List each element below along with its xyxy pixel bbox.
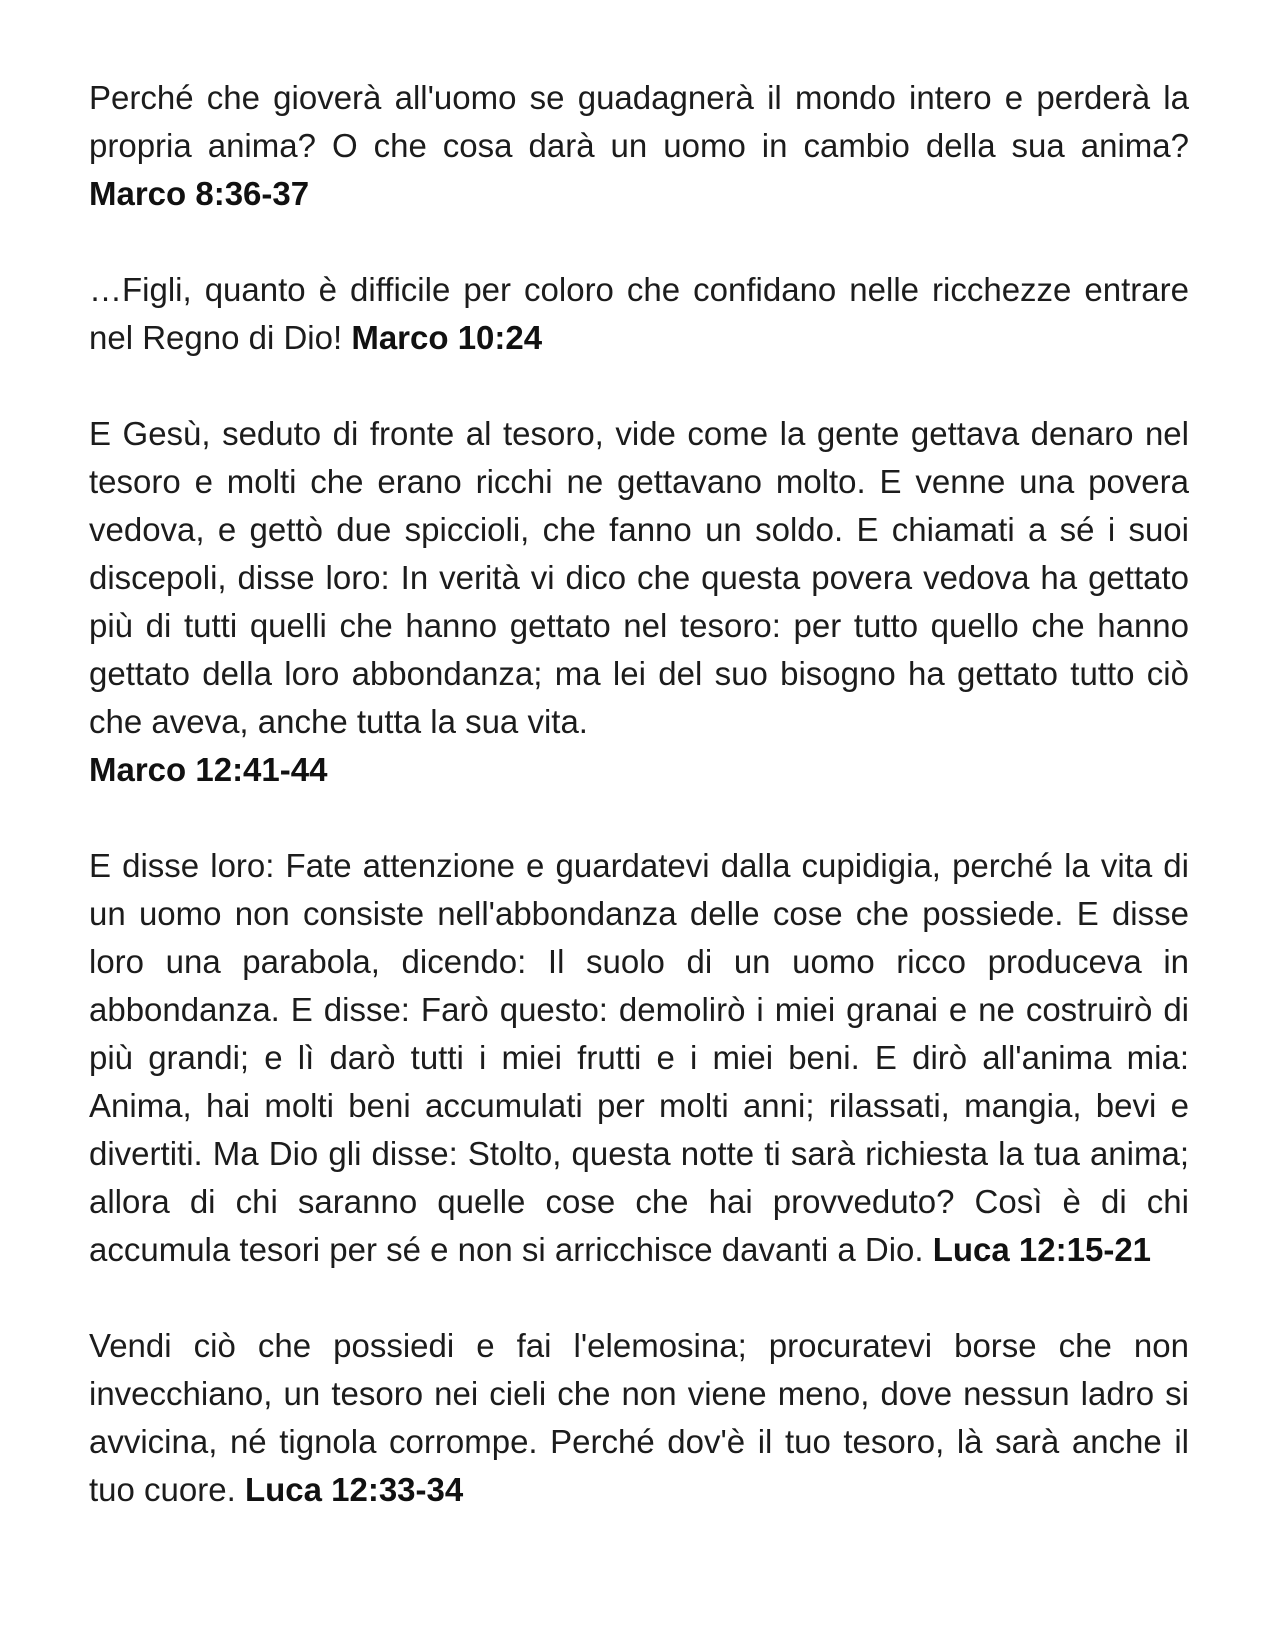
passage-luca-12-33 — [89, 1322, 1189, 1514]
passage-reference: Marco 10:24 — [351, 319, 543, 356]
document-page — [89, 74, 1189, 1562]
passage-marco-12-41 — [89, 410, 1189, 794]
passage-reference: Luca 12:33-34 — [244, 1471, 464, 1508]
passage-text: E disse loro: Fate attenzione e guardatevi dalla cupidigia, perché la vita di un uomo non consiste nell'abbondanza delle cose che possiede. E disse loro una parabola, dicendo: Il suolo di un uomo ricco produceva in abbondanza. E disse: Farò questo: demolirò i miei granai e ne costruirò di più grandi; e lì darò tutti i miei frutti e i miei beni. E dirò all'anima mia: Anima, hai molti beni accumulati per molti anni; rilassati, mangia, bevi e divertiti. Ma Dio gli disse: Stolto, questa notte ti sarà richiesta la tua anima; allora di chi saranno quelle cose che hai provveduto? Così è di chi accumula tesori per sé e non si arricchisce davanti a Dio. — [89, 847, 1189, 1268]
passage-text: E Gesù, seduto di fronte al tesoro, vide come la gente gettava denaro nel tesoro e molti che erano ricchi ne gettavano molto. E venne una povera vedova, e gettò due spiccioli, che fanno un soldo. E chiamati a sé i suoi discepoli, disse loro: In verità vi dico che questa povera vedova ha gettato più di tutti quelli che hanno gettato nel tesoro: per tutto quello che hanno gettato della loro abbondanza; ma lei del suo bisogno ha gettato tutto ciò che aveva, anche tutta la sua vita. — [89, 415, 1189, 740]
passage-reference: Marco 8:36-37 — [89, 175, 310, 212]
passage-reference: Marco 12:41-44 — [89, 751, 328, 788]
passage-text: Perché che gioverà all'uomo se guadagnerà il mondo intero e perderà la propria anima? O che cosa darà un uomo in cambio della sua anima? — [89, 79, 1189, 164]
passage-text: …Figli, quanto è difficile per coloro che confidano nelle ricchezze entrare nel Regno di Dio! — [89, 271, 1189, 356]
passage-text: Vendi ciò che possiedi e fai l'elemosina; procuratevi borse che non invecchiano, un tesoro nei cieli che non viene meno, dove nessun ladro si avvicina, né tignola corrompe. Perché dov'è il tuo tesoro, là sarà anche il tuo cuore. — [89, 1327, 1189, 1508]
passage-marco-8-36 — [89, 74, 1189, 218]
passage-marco-10-24 — [89, 266, 1189, 362]
passage-luca-12-15 — [89, 842, 1189, 1274]
passage-reference: Luca 12:15-21 — [932, 1231, 1152, 1268]
